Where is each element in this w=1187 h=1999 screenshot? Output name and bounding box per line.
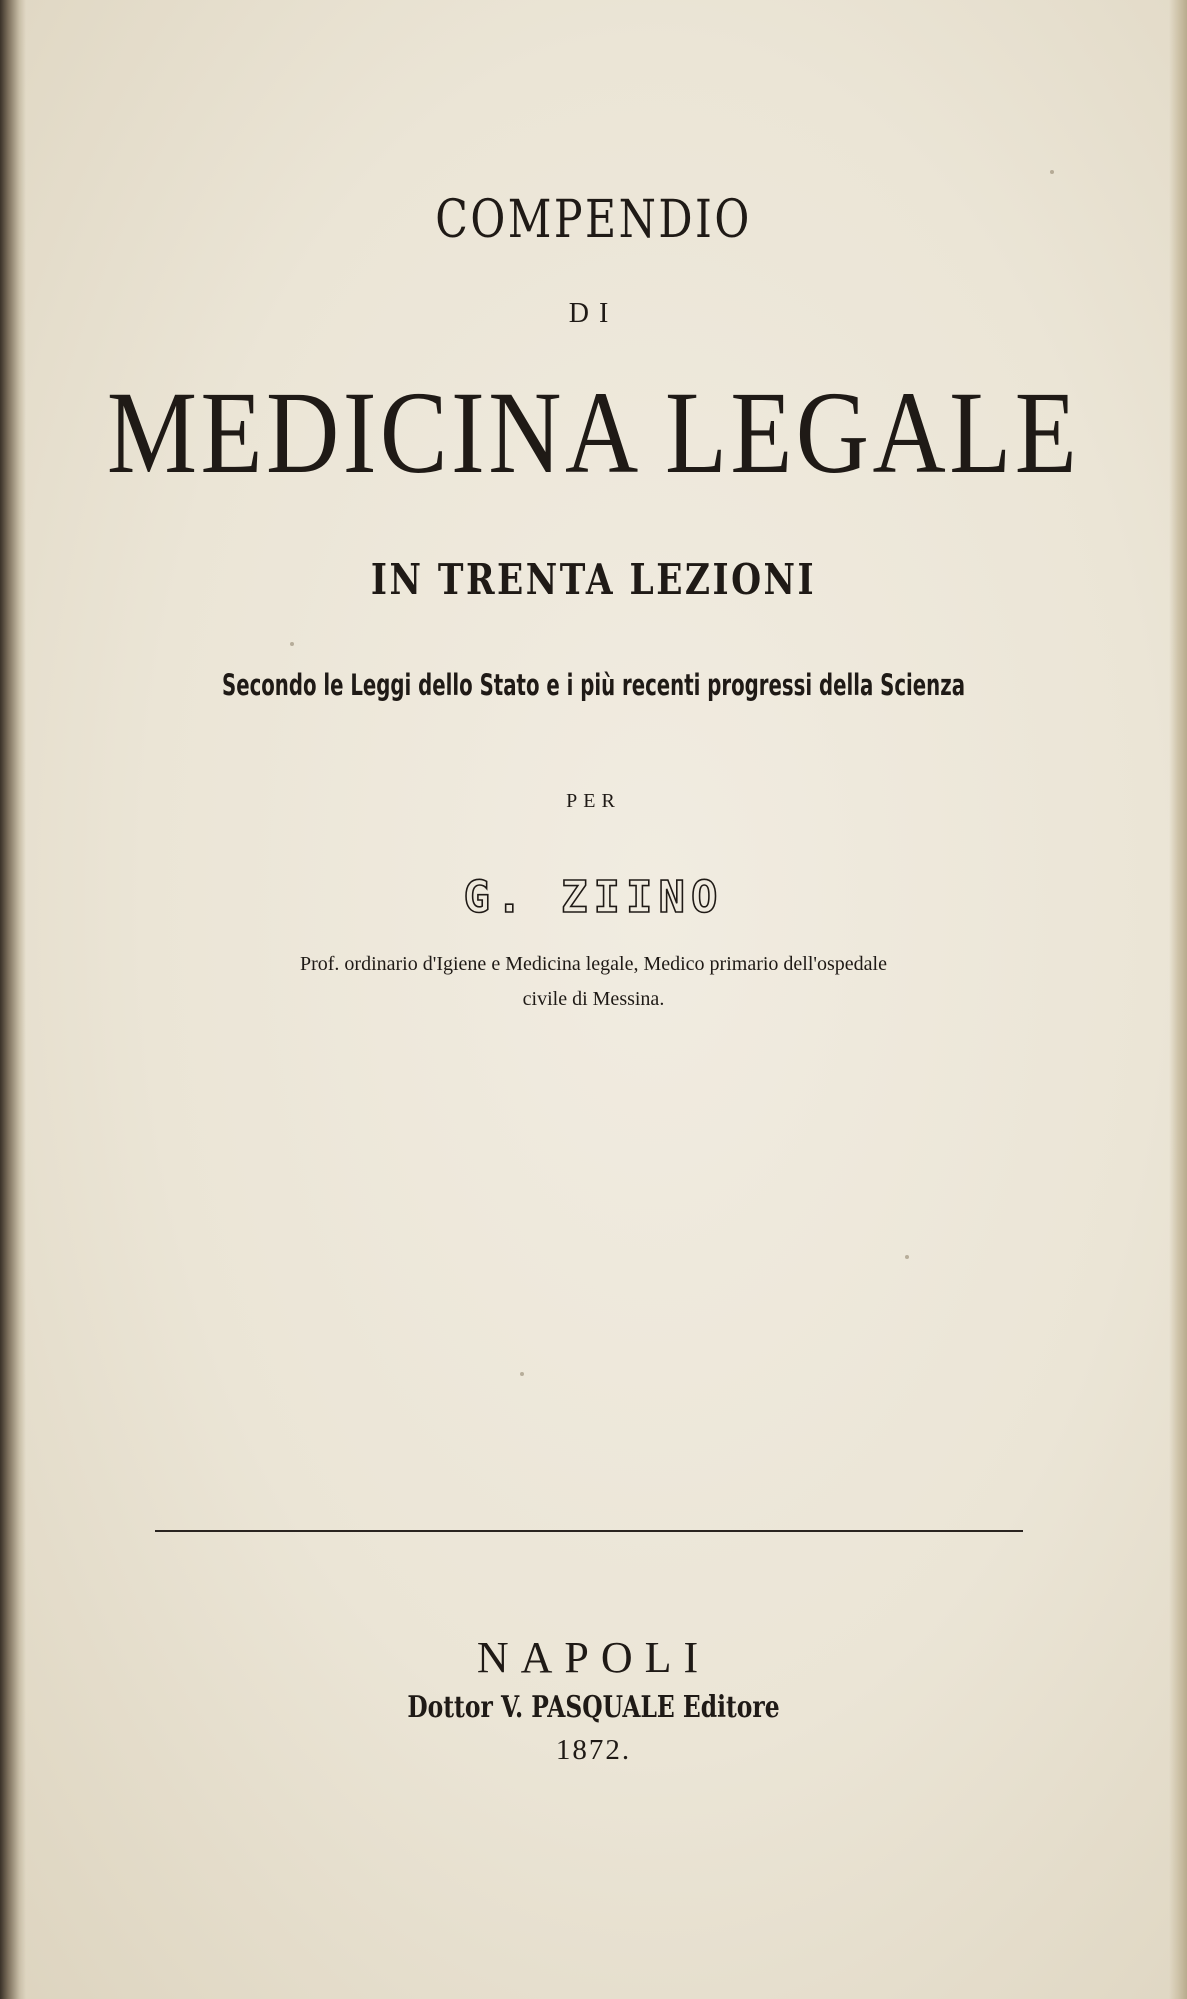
imprint-city: NAPOLI: [476, 1633, 711, 1682]
foxing-speck: [905, 1255, 909, 1259]
title-di: DI: [568, 298, 619, 329]
divider-rule: [155, 1530, 1023, 1532]
main-title: MEDICINA LEGALE: [106, 367, 1081, 498]
by-label: PER: [566, 790, 621, 812]
tagline: Secondo le Leggi dello Stato e i più recenti progressi della Scienza: [221, 668, 966, 702]
author-credentials-line2: civile di Messina.: [522, 988, 665, 1010]
imprint-year: 1872.: [555, 1734, 632, 1766]
foxing-speck: [290, 642, 294, 646]
subtitle: IN TRENTA LEZIONI: [370, 555, 817, 604]
imprint-publisher: Dottor V. PASQUALE Editore: [407, 1690, 780, 1725]
foxing-speck: [1050, 170, 1054, 174]
foxing-speck: [520, 1372, 524, 1376]
author-name: G. ZIINO: [463, 872, 724, 923]
title-compendio: COMPENDIO: [435, 190, 752, 250]
author-credentials-line1: Prof. ordinario d'Igiene e Medicina legale, Medico primario dell'ospedale: [299, 953, 887, 975]
